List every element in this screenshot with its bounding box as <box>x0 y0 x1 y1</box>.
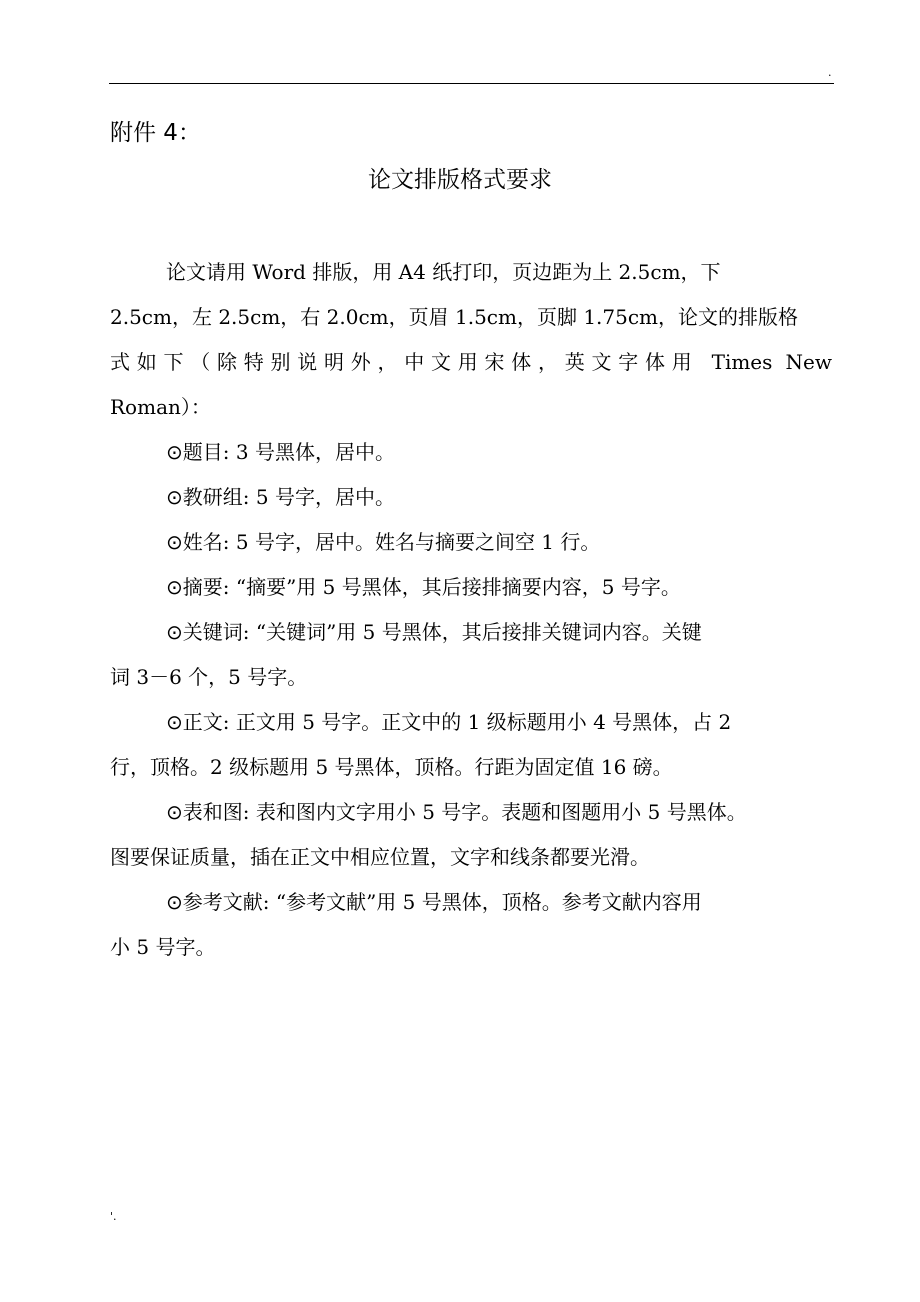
rule-title <box>166 438 832 466</box>
attachment-label: 附件 4： <box>110 120 201 146</box>
rule-figure-text: : 表和图内文字用小 5 号字。表题和图题用小 5 号黑体。 <box>242 800 747 824</box>
intro-line-2: 2.5cm，左 2.5cm，右 2.0cm，页眉 1.5cm，页脚 1.75cm，论文的排版格 <box>110 305 799 329</box>
rule-keywords-text: : “关键词”用 5 号黑体，其后接排关键词内容。关键 <box>242 620 702 644</box>
rule-figure-label: ⊙表和图 <box>166 800 243 824</box>
footer-dot: '. <box>110 1210 117 1223</box>
rule-body <box>166 708 832 736</box>
rule-body-cont: 行，顶格。2 级标题用 5 号黑体，顶格。行距为固定值 16 磅。 <box>110 755 673 779</box>
rule-reference-label: ⊙参考文献 <box>166 890 263 914</box>
rule-name-label: ⊙姓名 <box>166 530 223 554</box>
header-rule <box>109 83 834 84</box>
rule-group-label: ⊙教研组 <box>166 485 243 509</box>
intro-line-4: Roman）： <box>110 395 211 419</box>
rule-title-label: ⊙题目 <box>166 440 223 464</box>
rule-abstract <box>166 573 832 601</box>
intro-line-3-end: New <box>785 350 832 374</box>
rule-figure-cont: 图要保证质量，插在正文中相应位置，文字和线条都要光滑。 <box>110 845 650 869</box>
rule-reference-cont: 小 5 号字。 <box>110 935 216 959</box>
rule-name <box>166 528 832 556</box>
intro-line-1: 论文请用 Word 排版，用 A4 纸打印，页边距为上 2.5cm，下 <box>166 260 721 284</box>
rule-title-text: : 3 号黑体，居中。 <box>222 440 395 464</box>
rule-keywords-label: ⊙关键词 <box>166 620 243 644</box>
rule-keywords <box>166 618 832 646</box>
rule-keywords-cont: 词 3－6 个，5 号字。 <box>110 665 308 689</box>
rule-name-text: : 5 号字，居中。姓名与摘要之间空 1 行。 <box>222 530 601 554</box>
rule-body-label: ⊙正文 <box>166 710 223 734</box>
rule-abstract-text: : “摘要”用 5 号黑体，其后接排摘要内容，5 号字。 <box>222 575 681 599</box>
rule-body-text: : 正文用 5 号字。正文中的 1 级标题用小 4 号黑体，占 2 <box>222 710 732 734</box>
header-dot: . <box>828 66 832 79</box>
rule-group-text: : 5 号字，居中。 <box>242 485 395 509</box>
rule-reference <box>166 888 832 916</box>
intro-line-3 <box>110 348 832 376</box>
rule-abstract-label: ⊙摘要 <box>166 575 223 599</box>
page-title: 论文排版格式要求 <box>368 167 552 193</box>
intro-line-3-text: 式如下（除特别说明外，中文用宋体，英文字体用 Times <box>110 350 773 374</box>
rule-figure <box>166 798 832 826</box>
rule-reference-text: : “参考文献”用 5 号黑体，顶格。参考文献内容用 <box>262 890 702 914</box>
rule-group <box>166 483 832 511</box>
